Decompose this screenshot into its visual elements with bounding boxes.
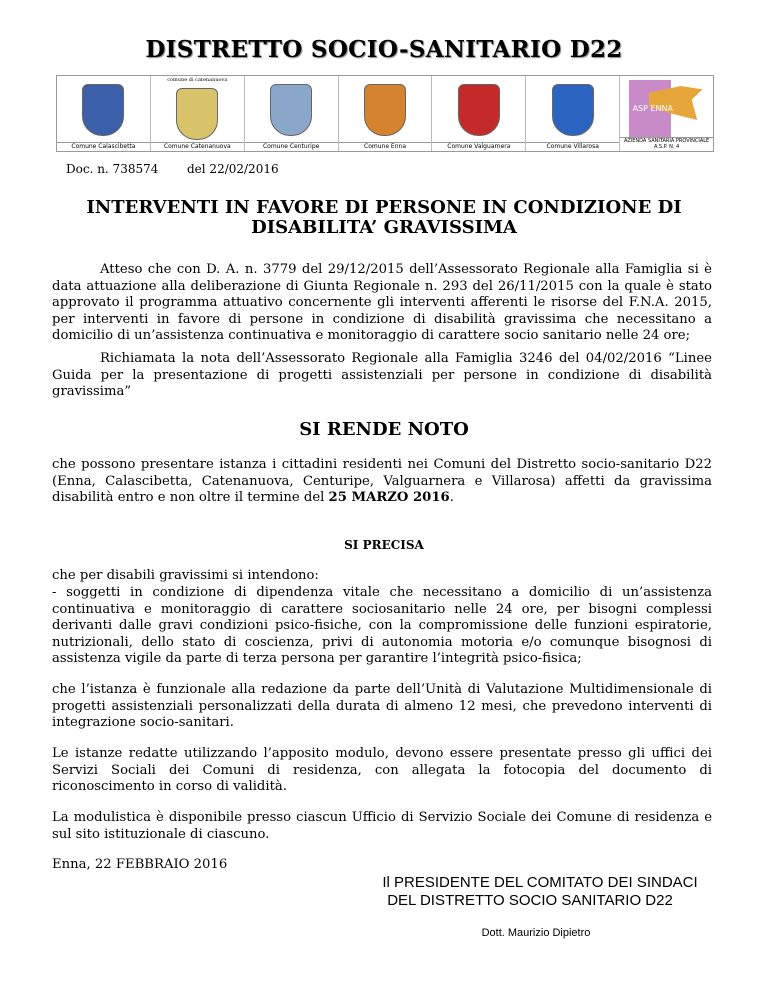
crest-villarosa [526,76,620,151]
paragraph-istanze: Le istanze redatte utilizzando l’apposito modulo, devono essere presentate presso gli uffici dei Servizi Sociali dei Comuni di residenza, con allegata la fotocopia del documento di riconoscimento in corso di validità. [52,746,712,794]
notice-title: INTERVENTI IN FAVORE DI PERSONE IN CONDIZIONE DI DISABILITA’ GRAVISSIMA [86,197,682,238]
crest-catenanuova [151,76,245,151]
signer-title-line2: DEL DISTRETTO SOCIO SANITARIO D22 [387,892,673,909]
paragraph-disabili-list: - soggetti in condizione di dipendenza vitale che necessitano a domicilio di un’assistenza continuativa e monitoraggio di carattere sociosanitario nelle 24 ore, per bisogni complessi derivanti dalle gravi condizioni psico-fisiche, con la compromissione delle funzioni espiratorie, nutrizionali, dello stato di coscienza, privi di autonomia motoria e/o comunque bisognosi di assistenza vigile da parte di terza persona per garantire l’integrità psico-fisica; [52,585,712,666]
asp-caption: AZIENDA SANITARIA PROVINCIALE A.S.P. N. 4 [620,137,713,150]
si-precisa-heading: SI PRECISA [344,538,424,552]
signer-name: Dott. Maurizio Dipietro [481,927,591,939]
catenanuova-crest-icon [176,88,218,140]
crest-caption: Comune Villarosa [526,142,619,150]
paragraph-richiamata: Richiamata la nota dell’Assessorato Regionale alla Famiglia 3246 del 04/02/2016 “Linee Guida per la presentazione di progetti assistenziali per persone in condizione di disabilità gravissima” [52,351,712,399]
crest-valguarnera [432,76,526,151]
doc-number: Doc. n. 738574 [66,162,159,176]
district-title: DISTRETTO SOCIO-SANITARIO D22 [145,36,623,63]
deadline-date: 25 MARZO 2016 [328,490,450,505]
signer-title-line1: Il PRESIDENTE DEL COMITATO DEI SINDACI [382,874,698,891]
crest-caption: Comune Catenanuova [151,142,244,150]
villarosa-crest-icon [552,84,594,136]
asp-enna-logo-cell [620,76,713,151]
istanza-text: che possono presentare istanza i cittadini residenti nei Comuni del Distretto socio-sanitario D22 (Enna, Calascibetta, Catenanuova, Centuripe, Valguarnera e Villarosa) affetti da gravissima disabilità entro e non oltre il termine del [52,457,712,505]
paragraph-istanza [52,457,712,507]
crest-caption: Comune Centuripe [245,142,338,150]
crest-caption: Comune Calascibetta [57,142,150,150]
paragraph-atteso: Atteso che con D. A. n. 3779 del 29/12/2015 dell’Assessorato Regionale alla Famiglia si è data attuazione alla deliberazione di Giunta Regionale n. 293 del 26/11/2015 con la quale è stato approvato il programma attuativo concernente gli interventi afferenti le risorse del F.N.A. 2015, per interventi in favore di persone in condizione di disabilità gravissima che necessitano a domicilio di un’assistenza continuativa e monitoraggio di carattere socio sanitario nelle 24 ore; [52,262,712,343]
crest-top-text: comune di catenanuova [167,77,228,83]
calascibetta-crest-icon [82,84,124,136]
paragraph-modulistica: La modulistica è disponibile presso ciascun Ufficio di Servizio Sociale dei Comune di residenza e sul sito istituzionale di ciascuno. [52,810,712,842]
si-rende-noto-heading: SI RENDE NOTO [299,419,469,440]
crest-centuripe [245,76,339,151]
crest-calascibetta [57,76,151,151]
crest-enna [339,76,433,151]
doc-date: del 22/02/2016 [187,162,279,176]
enna-crest-icon [364,84,406,136]
crest-caption: Comune Valguarnera [432,142,525,150]
paragraph-uvm: che l’istanza è funzionale alla redazione da parte dell’Unità di Valutazione Multidimensionale di progetti assistenziali personalizzati della durata di almeno 12 mesi, che prevedono interventi di integrazione socio-sanitari. [52,682,712,730]
municipality-crest-strip [56,75,714,152]
asp-logo-text: ASP ENNA [632,104,673,113]
asp-enna-logo [629,80,705,138]
istanza-end: . [449,490,454,505]
centuripe-crest-icon [270,84,312,136]
place-date: Enna, 22 FEBBRAIO 2016 [52,857,228,872]
valguarnera-crest-icon [458,84,500,136]
paragraph-disabili-intro: che per disabili gravissimi si intendono: [52,568,319,583]
crest-caption: Comune Enna [339,142,432,150]
